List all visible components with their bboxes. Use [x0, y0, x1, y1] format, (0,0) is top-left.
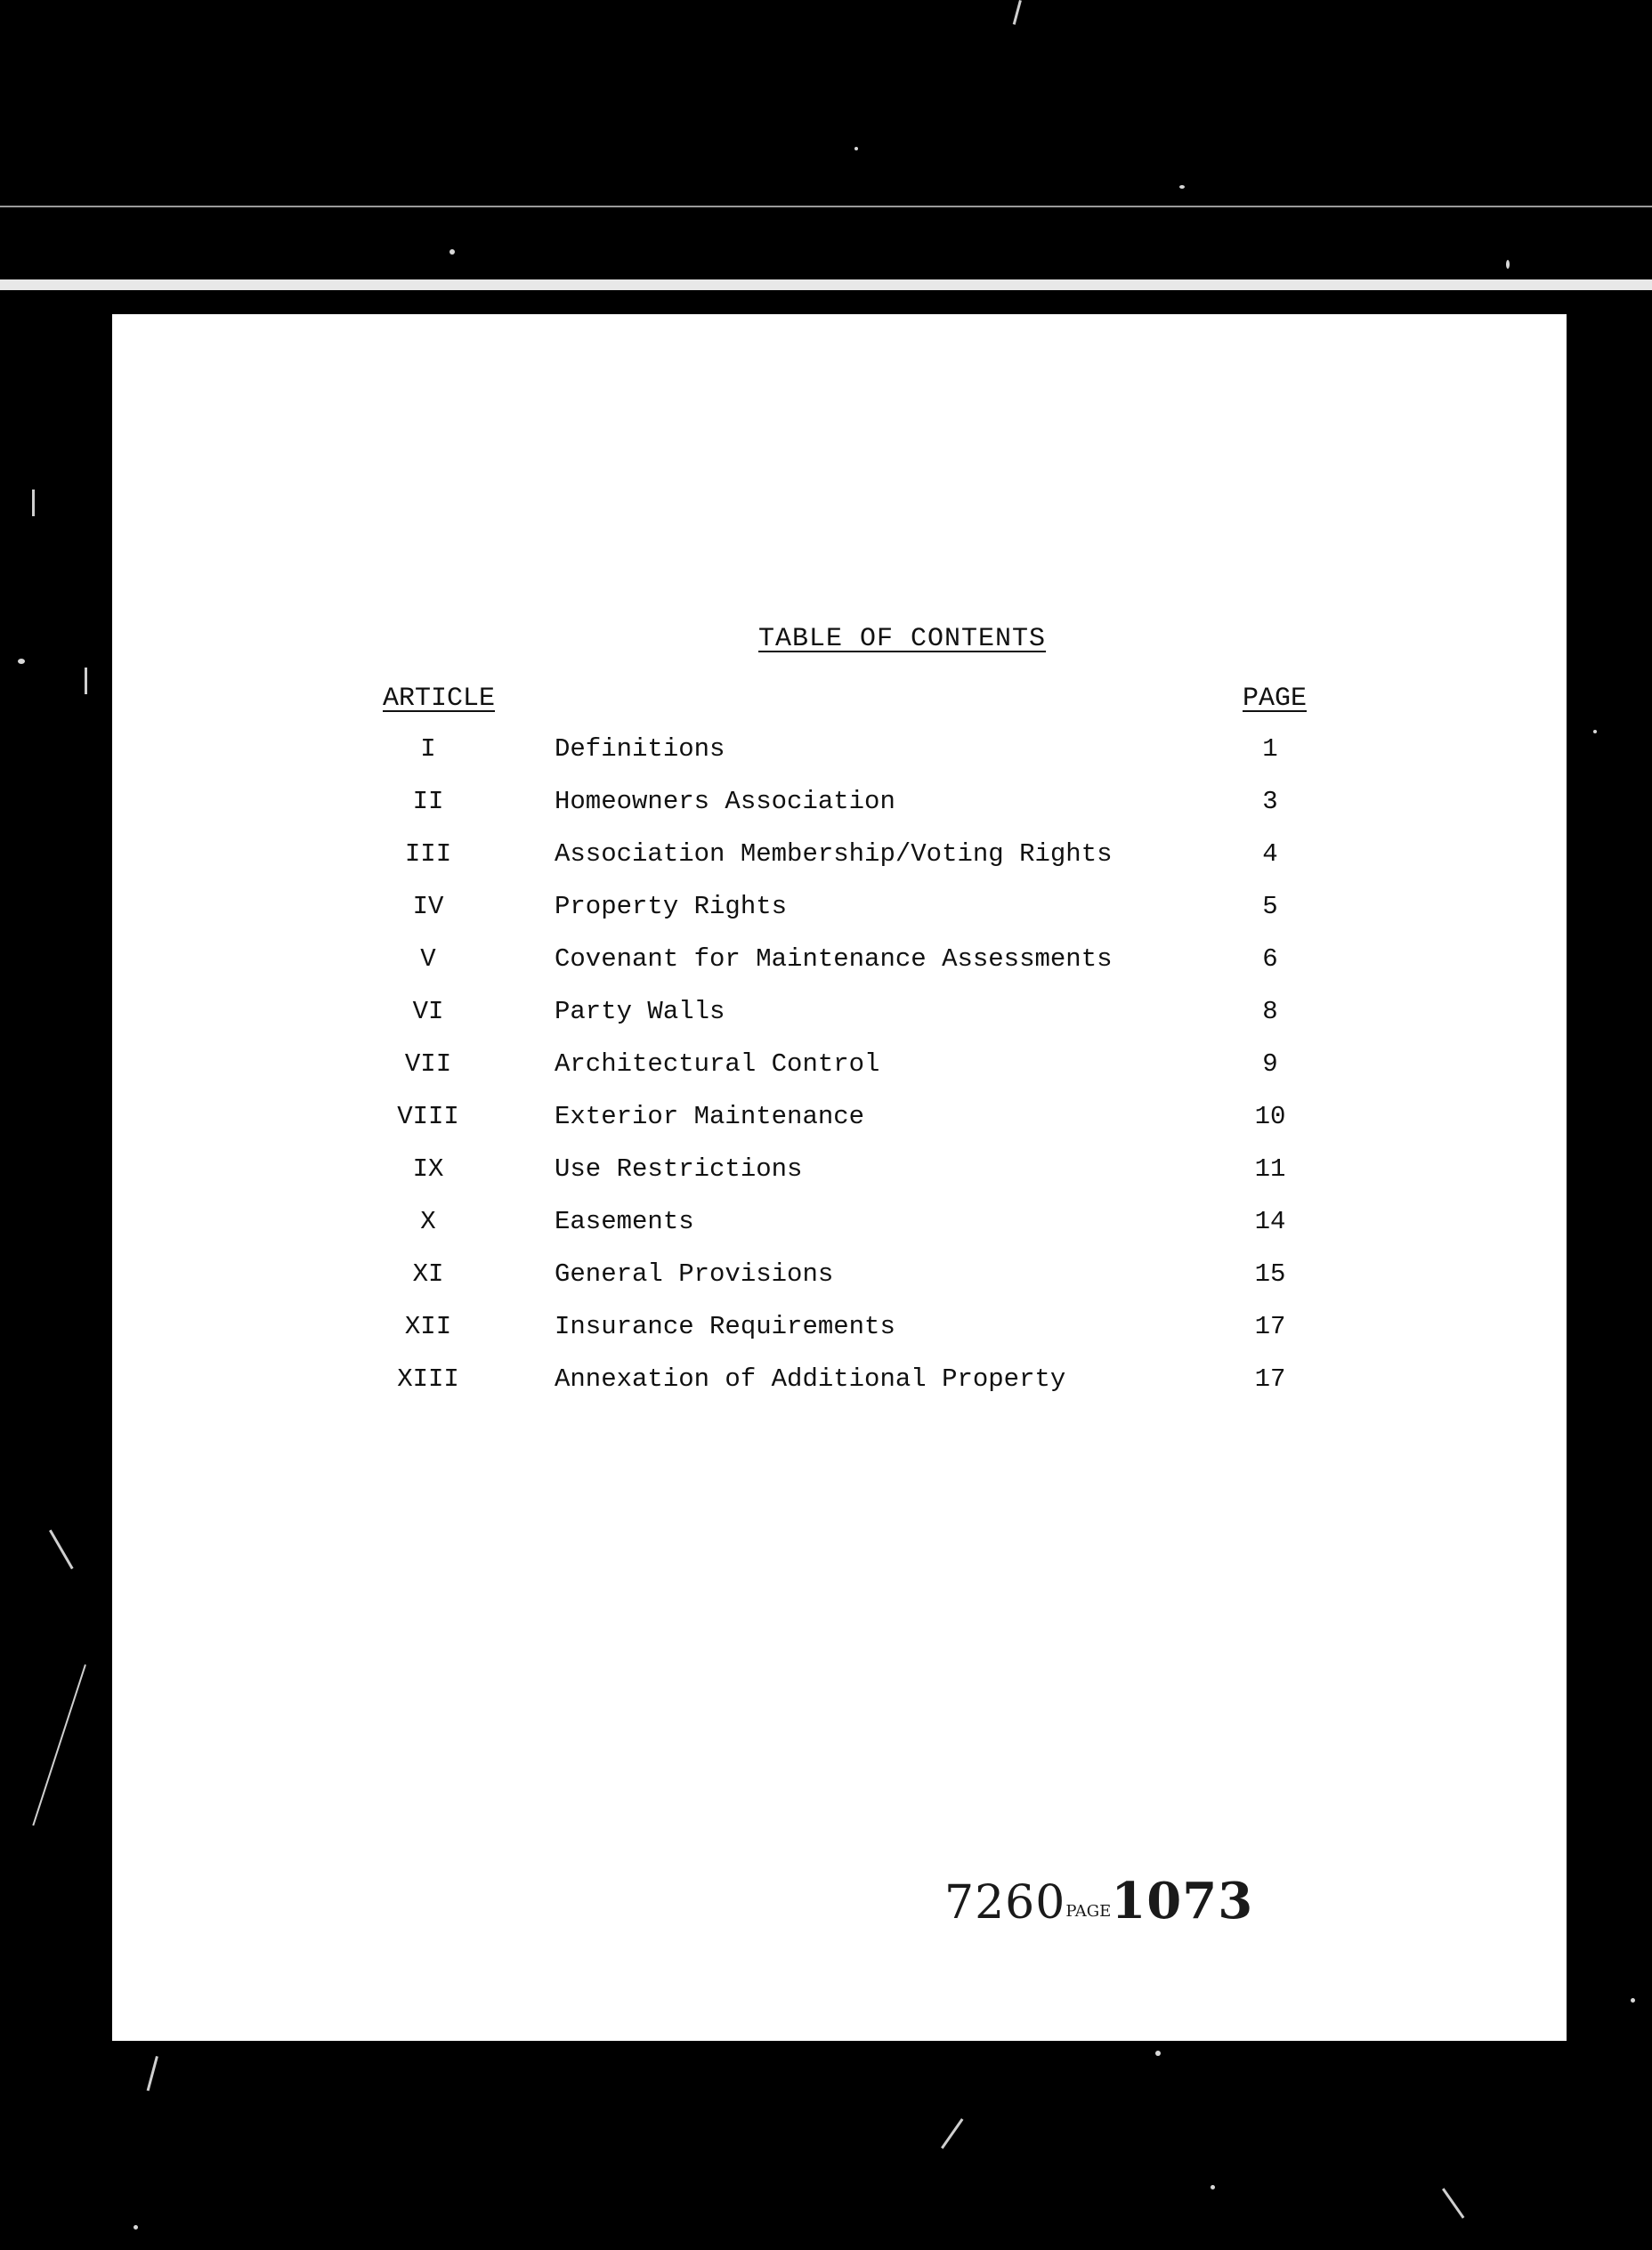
page-number: 8 [1262, 997, 1278, 1026]
article-title: Insurance Requirements [555, 1312, 895, 1341]
page-number: 17 [1254, 1312, 1286, 1341]
article-number: VI [412, 997, 444, 1026]
stamp-page-label: PAGE [1065, 1902, 1112, 1921]
article-number: VII [404, 1049, 452, 1079]
scan-speck [1179, 185, 1185, 189]
article-title: Architectural Control [555, 1049, 880, 1079]
toc-entry [112, 1312, 1567, 1364]
article-title: Property Rights [555, 892, 788, 921]
article-title: Association Membership/Voting Rights [555, 839, 1113, 869]
page-column-header: PAGE [1243, 684, 1308, 714]
page-number: 1 [1262, 734, 1278, 764]
article-number: V [420, 944, 436, 974]
book-page-stamp [944, 1872, 1253, 1930]
stamp-page-number: 1073 [1111, 1872, 1254, 1930]
scan-streak [1442, 2188, 1464, 2218]
scan-streak [49, 1530, 74, 1570]
article-title: Party Walls [555, 997, 725, 1026]
toc-entry [112, 997, 1567, 1049]
scan-speck [18, 659, 25, 664]
scan-artifact-band [0, 279, 1652, 290]
toc-entry [112, 892, 1567, 944]
scan-streak [85, 668, 87, 694]
page-number: 5 [1262, 892, 1278, 921]
toc-entry [112, 1207, 1567, 1259]
article-title: General Provisions [555, 1259, 834, 1289]
toc-entry [112, 1102, 1567, 1154]
toc-entry [112, 1049, 1567, 1102]
scan-streak [32, 490, 35, 516]
scan-streak [1013, 0, 1022, 25]
scan-speck [1155, 2051, 1161, 2056]
article-number: XII [404, 1312, 452, 1341]
page-number: 15 [1254, 1259, 1286, 1289]
scan-speck [1631, 1998, 1635, 2003]
toc-entry [112, 1364, 1567, 1417]
scan-streak [32, 1664, 86, 1825]
page-number: 14 [1254, 1207, 1286, 1236]
article-number: XIII [397, 1364, 459, 1394]
scan-speck [1593, 730, 1597, 733]
toc-entry [112, 787, 1567, 839]
page-number: 9 [1262, 1049, 1278, 1079]
scan-artifact-line [0, 206, 1652, 207]
page-number: 10 [1254, 1102, 1286, 1131]
scan-streak [941, 2118, 963, 2149]
article-column-header: ARTICLE [383, 684, 496, 714]
scan-speck [1211, 2185, 1215, 2189]
article-number: III [404, 839, 452, 869]
article-number: IV [412, 892, 444, 921]
article-title: Homeowners Association [555, 787, 895, 816]
document-page [112, 314, 1567, 2041]
page-number: 11 [1254, 1154, 1286, 1184]
toc-heading: TABLE OF CONTENTS [758, 624, 1047, 654]
page-number: 17 [1254, 1364, 1286, 1394]
article-number: VIII [397, 1102, 459, 1131]
article-title: Use Restrictions [555, 1154, 803, 1184]
article-number: X [420, 1207, 436, 1236]
scan-speck [449, 249, 455, 255]
toc-entry [112, 839, 1567, 892]
scan-streak [147, 2056, 158, 2091]
toc-entry [112, 944, 1567, 997]
article-number: II [412, 787, 444, 816]
article-title: Exterior Maintenance [555, 1102, 865, 1131]
article-number: IX [412, 1154, 444, 1184]
toc-entry [112, 1154, 1567, 1207]
scan-speck [134, 2225, 138, 2230]
stamp-book-number: 7260 [944, 1876, 1066, 1930]
page-number: 3 [1262, 787, 1278, 816]
page-number: 4 [1262, 839, 1278, 869]
article-number: XI [412, 1259, 444, 1289]
scan-speck [854, 147, 858, 150]
toc-entry [112, 1259, 1567, 1312]
toc-entries [112, 734, 1567, 1417]
page-number: 6 [1262, 944, 1278, 974]
article-title: Annexation of Additional Property [555, 1364, 1066, 1394]
article-title: Easements [555, 1207, 694, 1236]
article-title: Covenant for Maintenance Assessments [555, 944, 1113, 974]
toc-entry [112, 734, 1567, 787]
article-number: I [420, 734, 436, 764]
scan-speck [1506, 260, 1510, 269]
article-title: Definitions [555, 734, 725, 764]
